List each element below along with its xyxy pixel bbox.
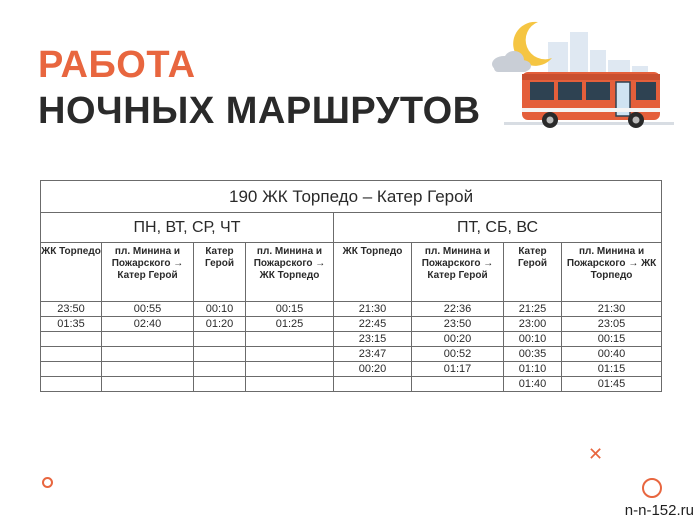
time-cell: 01:20 — [194, 317, 246, 332]
time-cell: 00:10 — [194, 302, 246, 317]
decorative-ring-icon — [42, 477, 53, 488]
time-cell — [194, 332, 246, 347]
time-cell — [246, 332, 334, 347]
time-cell: 00:20 — [334, 362, 412, 377]
route-title: 190 ЖК Торпедо – Катер Герой — [41, 181, 662, 213]
time-cell: 01:45 — [562, 377, 662, 392]
table-row — [41, 347, 662, 362]
column-header: пл. Минина и Пожарского → ЖК Торпедо — [562, 243, 662, 302]
time-cell: 01:17 — [412, 362, 504, 377]
bus-icon — [522, 72, 660, 128]
column-header: пл. Минина и Пожарского → Катер Герой — [102, 243, 194, 302]
column-header: ЖК Торпедо — [334, 243, 412, 302]
table-row — [41, 317, 662, 332]
time-cell — [102, 332, 194, 347]
time-cell: 23:15 — [334, 332, 412, 347]
time-cell: 00:15 — [562, 332, 662, 347]
column-header: Катер Герой — [504, 243, 562, 302]
column-header: пл. Минина и Пожарского → ЖК Торпедо — [246, 243, 334, 302]
night-bus-illustration — [486, 14, 676, 134]
column-header: Катер Герой — [194, 243, 246, 302]
time-cell: 23:50 — [412, 317, 504, 332]
table-row — [41, 302, 662, 317]
table-row — [41, 332, 662, 347]
time-cell: 23:50 — [41, 302, 102, 317]
time-cell: 00:10 — [504, 332, 562, 347]
time-cell — [102, 347, 194, 362]
time-cell — [41, 362, 102, 377]
time-cell: 01:10 — [504, 362, 562, 377]
table-row — [41, 377, 662, 392]
column-header: пл. Минина и Пожарского → Катер Герой — [412, 243, 504, 302]
time-cell: 00:52 — [412, 347, 504, 362]
time-cell: 01:40 — [504, 377, 562, 392]
time-cell: 23:00 — [504, 317, 562, 332]
time-cell: 23:47 — [334, 347, 412, 362]
time-cell — [102, 377, 194, 392]
column-header: ЖК Торпедо — [41, 243, 102, 302]
time-cell — [194, 362, 246, 377]
time-cell: 21:30 — [334, 302, 412, 317]
time-cell — [194, 377, 246, 392]
time-cell: 00:40 — [562, 347, 662, 362]
time-cell — [102, 362, 194, 377]
time-cell: 02:40 — [102, 317, 194, 332]
time-cell: 23:05 — [562, 317, 662, 332]
title-line-2: НОЧНЫХ МАРШРУТОВ — [38, 90, 481, 132]
decorative-cross-icon: ✕ — [588, 444, 604, 464]
time-cell: 01:25 — [246, 317, 334, 332]
time-cell — [246, 377, 334, 392]
schedule-table — [40, 180, 662, 392]
time-cell: 21:25 — [504, 302, 562, 317]
time-cell — [41, 377, 102, 392]
time-cell: 00:20 — [412, 332, 504, 347]
time-cell: 22:45 — [334, 317, 412, 332]
time-cell — [246, 362, 334, 377]
site-watermark: n-n-152.ru — [624, 502, 694, 519]
title-line-1: РАБОТА — [38, 44, 196, 86]
time-cell: 01:35 — [41, 317, 102, 332]
weekend-header: ПТ, СБ, ВС — [334, 213, 662, 243]
time-cell — [246, 347, 334, 362]
decorative-ring-icon — [642, 478, 662, 498]
time-cell: 00:35 — [504, 347, 562, 362]
time-cell — [41, 347, 102, 362]
column-headers-row — [41, 243, 662, 302]
time-cell: 21:30 — [562, 302, 662, 317]
time-cell: 00:15 — [246, 302, 334, 317]
time-cell — [412, 377, 504, 392]
time-cell: 01:15 — [562, 362, 662, 377]
time-cell — [41, 332, 102, 347]
table-row — [41, 362, 662, 377]
time-cell: 00:55 — [102, 302, 194, 317]
time-cell — [334, 377, 412, 392]
time-cell — [194, 347, 246, 362]
weekdays-header: ПН, ВТ, СР, ЧТ — [41, 213, 334, 243]
time-cell: 22:36 — [412, 302, 504, 317]
